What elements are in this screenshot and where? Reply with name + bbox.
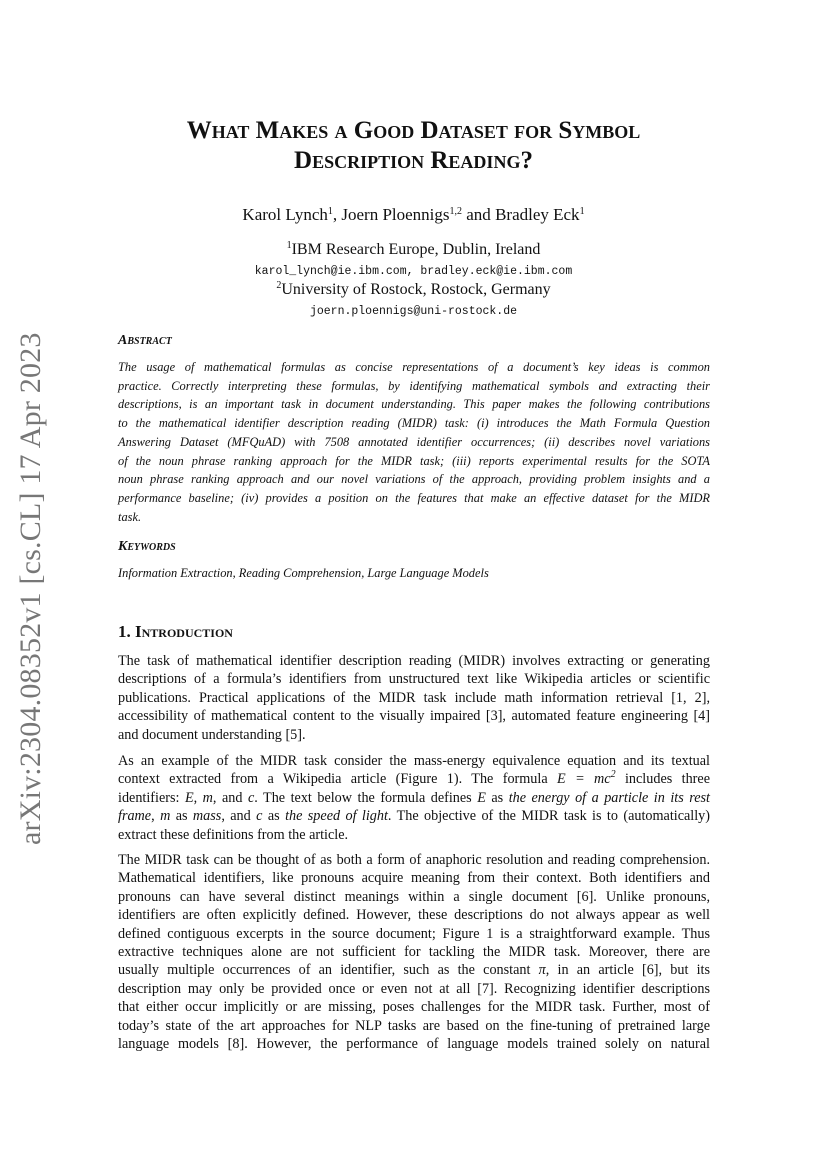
affiliation-name: IBM Research Europe, Dublin, Ireland [291, 241, 541, 258]
paragraph-line: language models [8]. However, the performance of language models trained solely on natural [118, 1036, 710, 1053]
abstract-line: The usage of mathematical formulas as concise representations of a document’s key ideas is common [118, 360, 710, 374]
intro-paragraph-1 [118, 652, 710, 744]
affiliation-2 [0, 281, 827, 299]
affiliation-mark: 2 [276, 280, 282, 291]
paragraph-line: The MIDR task can be thought of as both a form of anaphoric resolution and reading comprehension. [118, 852, 710, 868]
keywords-heading: Keywords [118, 539, 176, 554]
abstract-line: practice. Correctly interpreting these formulas, by identifying mathematical symbols and extracting their [118, 378, 710, 393]
affiliation-1 [0, 241, 827, 259]
author-conjunction: and [466, 205, 491, 224]
paragraph-line: publications. Practical applications of the MIDR task include math information retrieval [1, 2], [118, 689, 710, 706]
affiliation-1-emails[interactable]: karol_lynch@ie.ibm.com, bradley.eck@ie.ibm.com [254, 265, 573, 278]
paragraph-line: usually multiple occurrences of an identifier, such as the constant π, in an article [6], but its [118, 962, 710, 979]
paragraph-line: As an example of the MIDR task consider the mass-energy equivalence equation and its textual [118, 753, 710, 769]
abstract-line: noun phrase ranking approach and our novel variations of the approach, providing problem insights and a [118, 472, 710, 487]
paragraph-line: descriptions of a formula’s identifiers from unstructured text like Wikipedia articles or scientific [118, 671, 710, 688]
arxiv-identifier: arXiv:2304.08352v1 [cs.CL] 17 Apr 2023 [14, 332, 47, 845]
affiliation-mark: 1 [286, 240, 292, 251]
abstract-heading: Abstract [118, 333, 172, 348]
abstract-line: performance baseline; (iv) provides a position on the features that make an effective dataset for the MIDR [118, 490, 710, 505]
formula: $E = mc^2$ [557, 769, 616, 788]
author-affiliation-mark: 1 [579, 206, 585, 217]
title-line-2: Description Reading? [294, 147, 533, 174]
paragraph-line: The task of mathematical identifier description reading (MIDR) involves extracting or generating [118, 653, 710, 669]
author-name: Bradley Eck [495, 205, 580, 224]
abstract-line: task. [118, 509, 142, 524]
abstract-line: descriptions, is an important task in document understanding. This paper makes the following contributions [118, 397, 710, 412]
abstract-line: Answering Dataset (MFQuAD) with 7508 annotated identifier occurrences; (ii) describes novel variations [118, 434, 710, 449]
paragraph-line: extractive techniques alone are not sufficient for tackling the MIDR task. Moreover, there are [118, 944, 710, 961]
paragraph-line: Mathematical identifiers, like pronouns acquire meaning from their context. Both identifiers and [118, 870, 710, 887]
paragraph-line: accessibility of mathematical content to the visually impaired [3], automated feature engineering [4] [118, 708, 710, 725]
paragraph-line: today’s state of the art approaches for NLP tasks are based on the fine-tuning of pretrained large [118, 1017, 710, 1034]
paragraph-line: context extracted from a Wikipedia article (Figure 1). The formula $E = mc^2$ includes three [118, 769, 710, 788]
affiliation-name: University of Rostock, Rostock, Germany [281, 281, 551, 298]
paragraph-line: description may only be provided once or even not at all [7]. Recognizing identifier descriptions [118, 980, 710, 997]
abstract-body [118, 358, 710, 526]
affiliation-2-email[interactable]: joern.ploennigs@uni-rostock.de [309, 305, 518, 318]
paragraph-line: that either occur implicitly or are missing, poses challenges for the MIDR task. Further, most of [118, 999, 710, 1016]
author-name: Karol Lynch [242, 205, 328, 224]
intro-paragraph-3 [118, 851, 710, 1053]
author-affiliation-mark: 1 [327, 206, 333, 217]
intro-paragraph-2 [118, 752, 710, 844]
paragraph-line: defined contiguous excerpts in the source document; Figure 1 is a straightforward example. Thus [118, 925, 710, 942]
section-heading-introduction: 1. Introduction [118, 622, 233, 641]
author-name: Joern Ploennigs [341, 205, 450, 224]
paragraph-line: pronouns can have several distinct meanings within a single document [6]. Unlike pronouns, [118, 888, 710, 905]
keywords-text: Information Extraction, Reading Comprehension, Large Language Models [118, 566, 489, 580]
title-line-1: What Makes a Good Dataset for Symbol [186, 117, 641, 144]
abstract-line: of the noun phrase ranking approach for the MIDR task; (iii) reports experimental results for the SOTA [118, 453, 710, 468]
paragraph-line: frame, m as mass, and c as the speed of light. The objective of the MIDR task is to (automatically) [118, 808, 711, 825]
paragraph-line: identifiers: E, m, and c. The text below the formula defines E as the energy of a particle in its rest [118, 789, 710, 806]
author-list: Karol Lynch$^1$, Joern Ploennigs$^{1,2}$ and Bradley Eck$^1$ [242, 205, 585, 224]
author-affiliation-mark: 1,2 [449, 206, 463, 217]
paragraph-line: extract these definitions from the article. [118, 826, 349, 843]
paragraph-line: and document understanding [5]. [118, 726, 306, 743]
paragraph-line: identifiers are often explicitly defined. However, these descriptions do not always appear as well [118, 907, 710, 924]
abstract-line: to the mathematical identifier description reading (MIDR) task: (i) introduces the Math Formula Question [118, 416, 710, 431]
paper-title [0, 116, 827, 176]
